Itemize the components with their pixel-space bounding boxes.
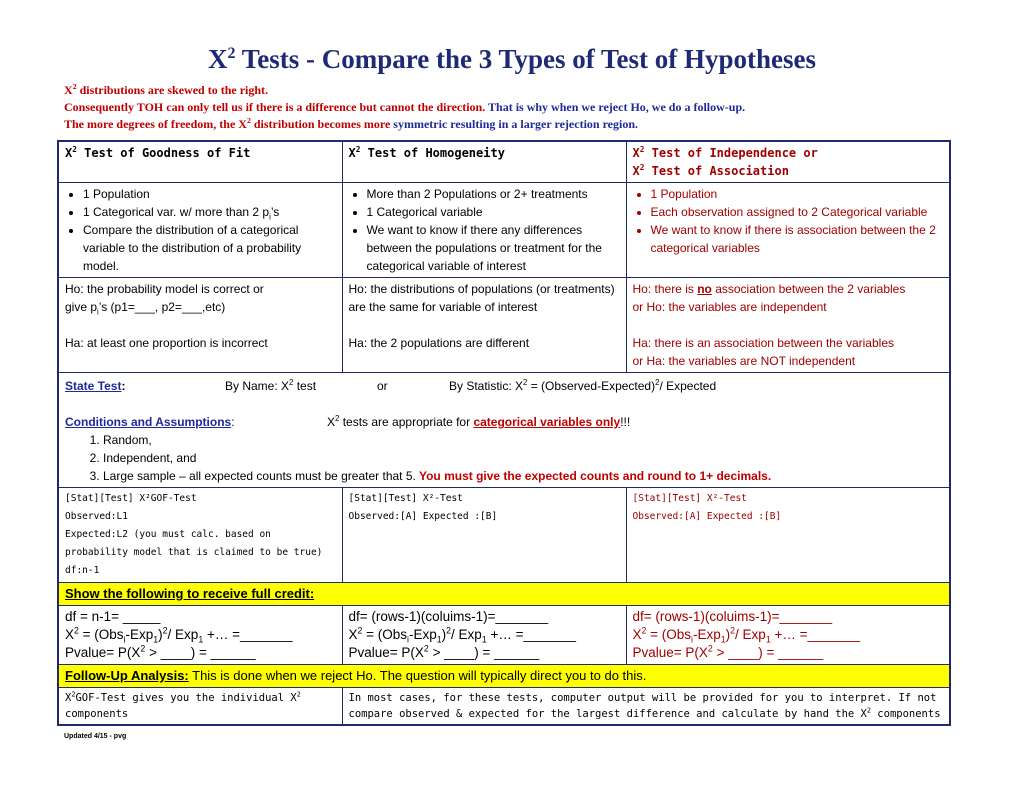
credit-row: [58, 606, 950, 665]
header-independence: $X^2$ Test of Independence or $X^2$ Test of Association: [626, 141, 950, 183]
hom-credit: df= (rows-1)(coluims-1)=_______ $X^2 = (Obs_i-Exp_1)^2/$ Exp$_1$ +… =_______ Pvalue= $P(X^2$ > ____) = ______: [342, 606, 626, 665]
list-item: 2. Independent, and: [103, 449, 943, 467]
gof-credit: df = n-1= _____ $X^2 = (Obs_i-Exp_1)^2/$ Exp$_1$ +… =_______ Pvalue= $P(X^2$ > ____) = ______: [58, 606, 342, 665]
header-row: [58, 141, 950, 183]
gof-followup: $X^2GOF$-Test gives you the individual $X^2$ components: [58, 688, 342, 726]
hom-calculator: [Stat][Test] X²-Test Observed:[A] Expected :[B]: [342, 488, 626, 583]
footer-note: Updated 4/15 - pvg: [64, 733, 127, 740]
list-item: • We want to know if there any differences between the populations or treatment for the categorical variable of interest: [367, 221, 620, 275]
list-item: 3. Large sample – all expected counts must be greater that 5. You must give the expected counts and round to 1+ decimals.: [103, 467, 943, 485]
comparison-table: [57, 140, 951, 726]
gof-hypotheses: Ho: the probability model is correct or give $p_i’s$ (p1=___, p2=___,etc) Ha: at least one proportion is incorrect: [58, 278, 342, 373]
ind-calculator: [Stat][Test] X²-Test Observed:[A] Expected :[B]: [626, 488, 950, 583]
list-item: • 1 Population: [651, 185, 944, 203]
header-gof: $X^2$ Test of Goodness of Fit: [58, 141, 342, 183]
calculator-row: [58, 488, 950, 583]
list-item: • We want to know if there is association between the 2 categorical variables: [651, 221, 944, 257]
gof-bullets: [58, 183, 342, 278]
list-item: 1. Random,: [103, 431, 943, 449]
intro-line-1: $X^2$ distributions are skewed to the right.: [64, 82, 269, 97]
list-item: • Compare the distribution of a categorical variable to the distribution of a probability model.: [83, 221, 336, 275]
list-item: • 1 Categorical variable: [367, 203, 620, 221]
gof-calculator: [Stat][Test] X²GOF-Test Observed:L1 Expected:L2 (you must calc. based on probability model that is claimed to be true) df:n-1: [58, 488, 342, 583]
list-item: • More than 2 Populations or 2+ treatments: [367, 185, 620, 203]
list-item: • Each observation assigned to 2 Categorical variable: [651, 203, 944, 221]
hom-bullets: [342, 183, 626, 278]
header-homogeneity: $X^2$ Test of Homogeneity: [342, 141, 626, 183]
list-item: • 1 Population: [83, 185, 336, 203]
other-followup: In most cases, for these tests, computer output will be provided for you to interpret. If not compare observed & expected for the largest difference and calculate by hand the $X^2$ components: [342, 688, 950, 726]
followup-row: [58, 665, 950, 688]
hypotheses-row: [58, 278, 950, 373]
ind-bullets: [626, 183, 950, 278]
ind-credit: df= (rows-1)(coluims-1)=_______ $X^2 = (Obs_i-Exp_1)^2/$ Exp$_1$ +… =_______ Pvalue= $P(X^2$ > ____) = ______: [626, 606, 950, 665]
bullets-row: [58, 183, 950, 278]
final-row: [58, 688, 950, 726]
list-item: • 1 Categorical var. w/ more than 2 $p_i’s$: [83, 203, 336, 221]
followup-banner: Follow-Up Analysis: This is done when we reject Ho. The question will typically direct you to do this.: [58, 665, 950, 688]
hom-hypotheses: Ho: the distributions of populations (or treatments) are the same for variable of interest Ha: the 2 populations are different: [342, 278, 626, 373]
state-test-cell: State Test: By Name: $X^2$ test or By Statistic: $X^2$ = (Observed-Expected)$^2$/ Expected Conditions and Assumptions: $X^2$ tests are appropriate for categorical variables only!!! 1. Random, 2. Independent, and 3. Large sample – all expected counts must be greater that 5. You must give the expected counts and round to 1+ decimals.: [58, 373, 950, 488]
page-title: $X^2$ Tests - Compare the 3 Types of Test of Hypotheses: [207, 44, 817, 74]
show-row: [58, 583, 950, 606]
ind-hypotheses: Ho: there is no association between the 2 variables or Ho: the variables are independent Ha: there is an association between the variables or Ha: the variables are NOT independent: [626, 278, 950, 373]
intro-line-3: The more degrees of freedom, the $X^2$ distribution becomes more symmetric resulting in a larger rejection region.: [64, 116, 639, 131]
intro-notes: [64, 82, 745, 133]
show-credit-banner: Show the following to receive full credit:: [58, 583, 950, 606]
intro-line-2: Consequently TOH can only tell us if there is a difference but cannot the direction. That is why when we reject Ho, we do a follow-up.: [64, 100, 746, 114]
state-test-row: [58, 373, 950, 488]
